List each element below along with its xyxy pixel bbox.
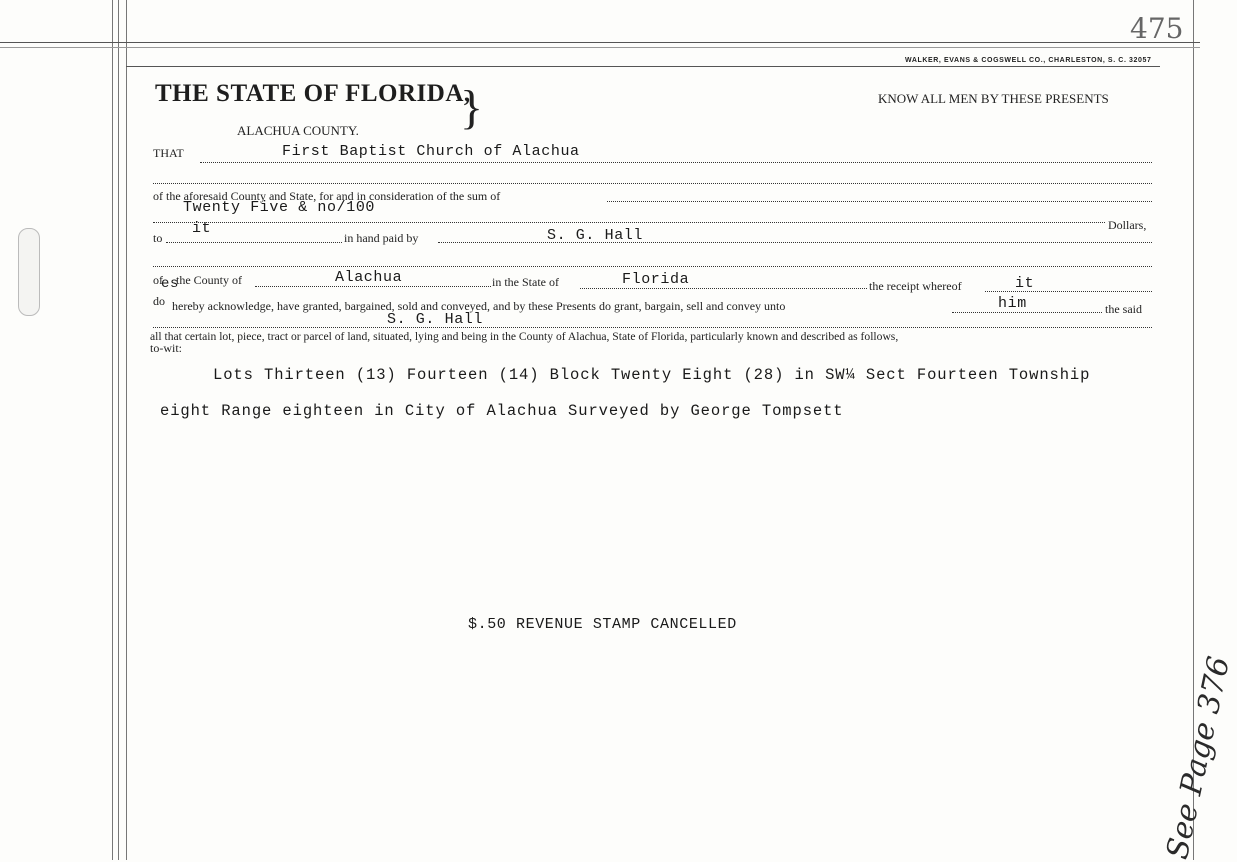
paid-by-dots — [438, 242, 1152, 243]
state-dots — [580, 288, 867, 289]
to-label: to — [153, 231, 163, 245]
state-of-label: in the State of — [492, 275, 559, 289]
stamp-note: $.50 REVENUE STAMP CANCELLED — [468, 616, 737, 633]
top-rule-2 — [0, 47, 1200, 48]
description-line-2: eight Range eighteen in City of Alachua Surveyed by George Tompsett — [160, 402, 844, 420]
do-label: do — [153, 294, 165, 308]
form-title: THE STATE OF FLORIDA, — [155, 80, 471, 107]
title-brace: } — [460, 81, 484, 134]
consideration-dots — [607, 201, 1152, 202]
grantee-pronoun: him — [998, 295, 1027, 312]
receipt-dots — [985, 291, 1152, 292]
sum-dots — [153, 222, 1105, 223]
paid-by-value: S. G. Hall — [547, 227, 644, 244]
left-binding-line-2 — [118, 0, 119, 860]
form-top-rule — [126, 66, 1160, 67]
know-all-heading: KNOW ALL MEN BY THESE PRESENTS — [878, 91, 1109, 106]
that-label: THAT — [153, 146, 184, 160]
county-value: Alachua — [335, 269, 403, 286]
receipt-value: it — [1015, 275, 1035, 292]
binder-hole — [18, 228, 40, 316]
top-rule — [0, 42, 1200, 43]
the-county-of-label: the County of — [176, 273, 242, 287]
consideration-text: of the aforesaid County and State, for and in consideration of the sum of — [153, 189, 501, 203]
sum-value: Twenty Five & no/100 — [183, 199, 376, 216]
county-dots — [255, 286, 491, 287]
grantee-pronoun-dots — [952, 312, 1102, 313]
state-value: Florida — [622, 271, 690, 288]
to-wit-label: to-wit: — [150, 341, 182, 355]
left-binding-line-3 — [126, 0, 127, 860]
county-heading: ALACHUA COUNTY. — [237, 123, 359, 138]
printer-line: WALKER, EVANS & COGSWELL CO., CHARLESTON, S. C. 32057 — [905, 57, 1152, 64]
margin-note: See Page 376 — [1160, 653, 1237, 862]
blank-line-1 — [153, 183, 1152, 184]
receipt-label: the receipt whereof — [869, 279, 962, 293]
paid-by-label: in hand paid by — [344, 231, 419, 245]
of-label: of — [153, 273, 163, 287]
grantor-value: First Baptist Church of Alachua — [282, 143, 580, 160]
description-line-1: Lots Thirteen (13) Fourteen (14) Block Twenty Eight (28) in SW¼ Sect Fourteen Township — [213, 366, 1091, 384]
left-binding-line — [112, 0, 113, 860]
of-overtype: es — [161, 276, 180, 292]
land-text: all that certain lot, piece, tract or parcel of land, situated, lying and being in the County of Alachua, State of Florida, particularly known and described as follows, — [150, 330, 899, 343]
to-dots — [166, 242, 342, 243]
grantee-dots — [153, 327, 1152, 328]
acknowledge-text: hereby acknowledge, have granted, bargained, sold and conveyed, and by these Presents do grant, bargain, sell and convey unto — [172, 299, 786, 313]
page-number: 475 — [1130, 12, 1184, 45]
grantee-name: S. G. Hall — [387, 311, 484, 328]
blank-line-2 — [153, 266, 1152, 267]
grantor-dots — [200, 162, 1152, 163]
the-said-label: the said — [1105, 302, 1142, 316]
to-value: it — [192, 220, 212, 237]
dollars-label: Dollars, — [1108, 218, 1147, 232]
